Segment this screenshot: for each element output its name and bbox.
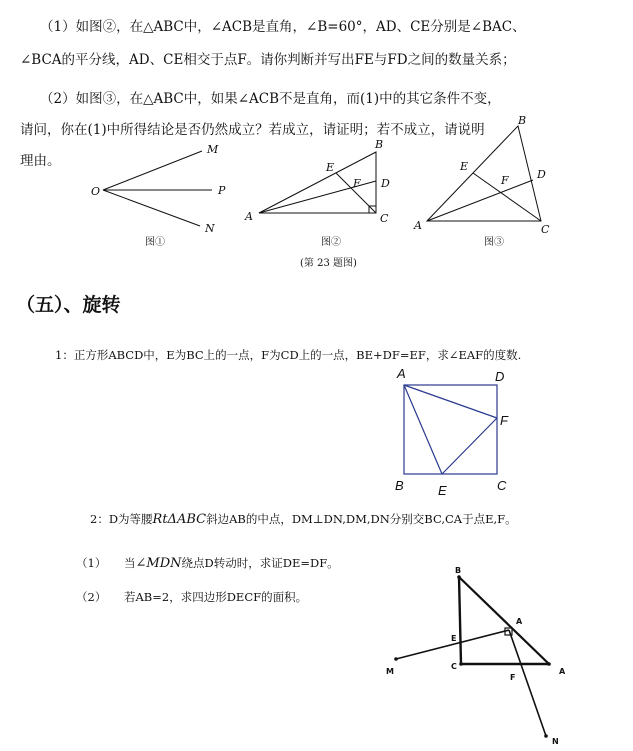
fig3-label-b: B — [518, 114, 527, 127]
section-heading: （五）、旋转 — [16, 294, 121, 316]
rotation-q1-text: 1：正方形ABCD中，E为BC上的一点，F为CD上的一点，BE+DF=EF，求∠EAF的度数. — [55, 348, 522, 362]
rotation-q2-sub1-num: （1） — [76, 556, 107, 570]
p23-part2-line2: 请问，你在(1)中所得结论是否仍然成立？若成立，请证明；若不成立，请说明 — [20, 122, 485, 138]
fig3-label-c: C — [541, 223, 550, 236]
fig3-label-f: F — [501, 174, 509, 187]
rotation-q2-sub1-after: 绕点D转动时，求证DE=DF。 — [181, 556, 339, 570]
rotation-q2-sub1-math: ∠MDN — [135, 556, 182, 571]
rotation-q2-text-before: 2：D为等腰 — [90, 512, 153, 526]
square-label-d: D — [495, 369, 505, 384]
point-b — [457, 575, 461, 579]
fig1-label-m: M — [207, 143, 219, 156]
point-m — [394, 657, 398, 661]
q2-label-c: C — [451, 662, 457, 671]
segment-bc — [459, 577, 461, 664]
fig3-label-e: E — [460, 160, 469, 173]
point-n — [544, 734, 548, 738]
square-label-e: E — [438, 483, 447, 498]
point-a-right — [547, 662, 551, 666]
fig2-label-d: D — [381, 177, 390, 190]
fig2-label-a: A — [245, 210, 253, 223]
p23-part1-line1: （1）如图②，在△ABC中，∠ACB是直角，∠B=60°，AD、CE分别是∠BAC、 — [40, 19, 526, 35]
rotation-q2-sub1-before: 当 — [124, 556, 136, 570]
square-label-f: F — [500, 413, 508, 428]
square-label-a: A — [397, 366, 406, 381]
rotation-q2-sub2: 若AB=2，求四边形DECF的面积。 — [124, 590, 308, 604]
rotation-q2-sub2-num: （2） — [76, 590, 107, 604]
ray-dn — [509, 630, 546, 736]
fig1-caption: 图① — [145, 237, 165, 248]
fig1-label-n: N — [205, 222, 215, 235]
point-c — [459, 662, 463, 666]
fig1-label-p: P — [218, 184, 226, 197]
q2-label-n: N — [552, 737, 559, 746]
q2-label-b: B — [455, 566, 462, 575]
fig2-label-c: C — [380, 212, 389, 225]
q2-label-m: M — [386, 667, 394, 676]
fig2-label-f: F — [353, 177, 361, 190]
square-label-b: B — [395, 478, 404, 493]
q2-label-a-right: A — [559, 667, 566, 676]
q2-label-e: E — [451, 634, 457, 643]
rotation-q2-math: RtΔABC — [152, 512, 207, 527]
fig2-caption: 图② — [321, 237, 341, 248]
p23-part1-line2: ∠BCA的平分线，AD、CE相交于点F。请你判断并写出FE与FD之间的数量关系； — [20, 52, 516, 68]
rotation-q2-text-after: 斜边AB的中点，DM⊥DN,DM,DN分别交BC,CA于点E,F。 — [206, 512, 517, 526]
q2-label-f: F — [510, 673, 516, 682]
square-label-c: C — [497, 478, 507, 493]
p23-part2-line1: （2）如图③，在△ABC中，如果∠ACB不是直角，而(1)中的其它条件不变， — [40, 91, 501, 107]
segment-ba — [459, 577, 549, 664]
fig1-label-o: O — [91, 185, 101, 198]
figure-note: (第 23 题图) — [300, 258, 357, 269]
fig2-label-b: B — [375, 138, 384, 151]
fig2-label-e: E — [326, 161, 335, 174]
q2-label-a-top: A — [516, 617, 523, 626]
p23-part2-line3: 理由。 — [20, 153, 61, 169]
fig3-label-d: D — [537, 168, 546, 181]
fig3-caption: 图③ — [484, 237, 504, 248]
fig3-label-a: A — [414, 219, 422, 232]
